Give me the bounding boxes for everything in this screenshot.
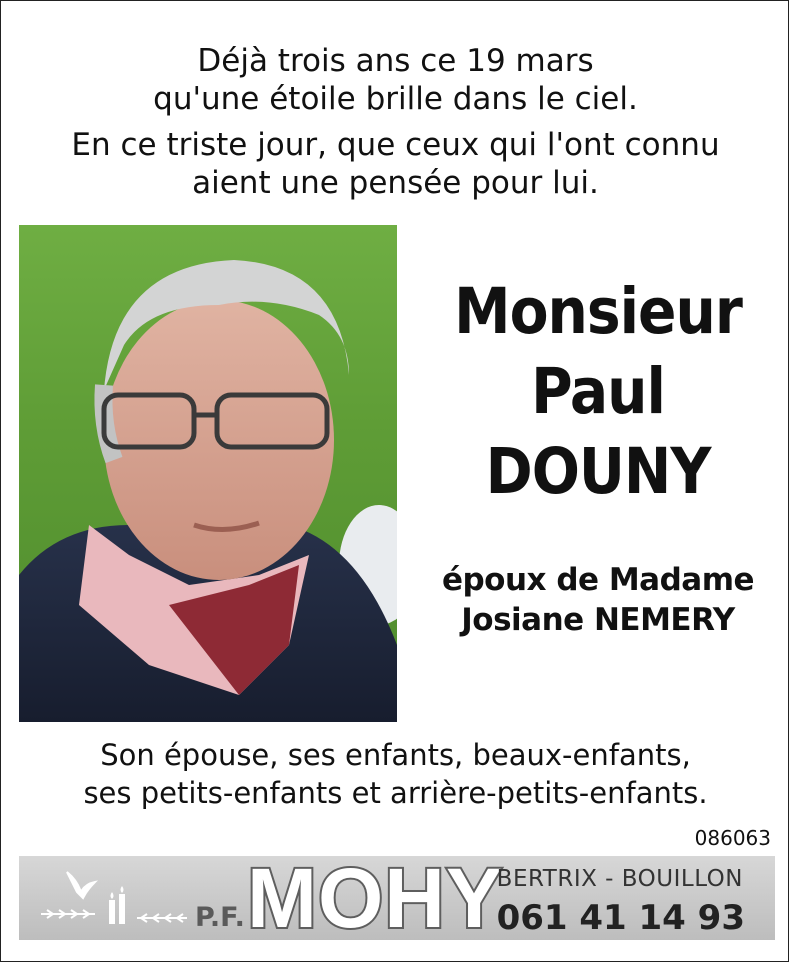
- deceased-name: [420, 272, 776, 512]
- portrait-photo: [19, 225, 397, 722]
- banner-decoration: [37, 862, 207, 934]
- portrait-illustration: [19, 225, 397, 722]
- funeral-home-logo: MOHY: [247, 851, 503, 945]
- family-line-2: ses petits-enfants et arrière-petits-enfants.: [83, 776, 708, 810]
- candles-icon: [109, 886, 125, 924]
- spouse-line-1: époux de Madame: [441, 562, 755, 598]
- spouse-info: [420, 560, 776, 640]
- funeral-home-phone[interactable]: 061 41 14 93: [496, 898, 745, 938]
- family-line-1: Son épouse, ses enfants, beaux-enfants,: [100, 738, 691, 772]
- remembrance-text: [0, 42, 791, 202]
- reference-number: 086063: [694, 826, 771, 850]
- spouse-line-2: Josiane NEMERY: [461, 602, 735, 638]
- intro-line-1: Déjà trois ans ce 19 mars: [197, 43, 594, 79]
- intro-line-4: aient une pensée pour lui.: [192, 165, 599, 201]
- family-text: [0, 736, 791, 812]
- funeral-home-prefix: P.F.: [195, 902, 245, 933]
- last-name: DOUNY: [485, 435, 711, 508]
- intro-line-3: En ce triste jour, que ceux qui l'ont connu: [71, 127, 720, 163]
- first-name: Paul: [531, 355, 665, 428]
- funeral-home-locations: BERTRIX - BOUILLON: [496, 866, 743, 892]
- honorific: Monsieur: [454, 275, 742, 348]
- intro-line-2: qu'une étoile brille dans le ciel.: [153, 81, 638, 117]
- dove-icon: [67, 872, 95, 898]
- funeral-home-banner: [19, 851, 775, 945]
